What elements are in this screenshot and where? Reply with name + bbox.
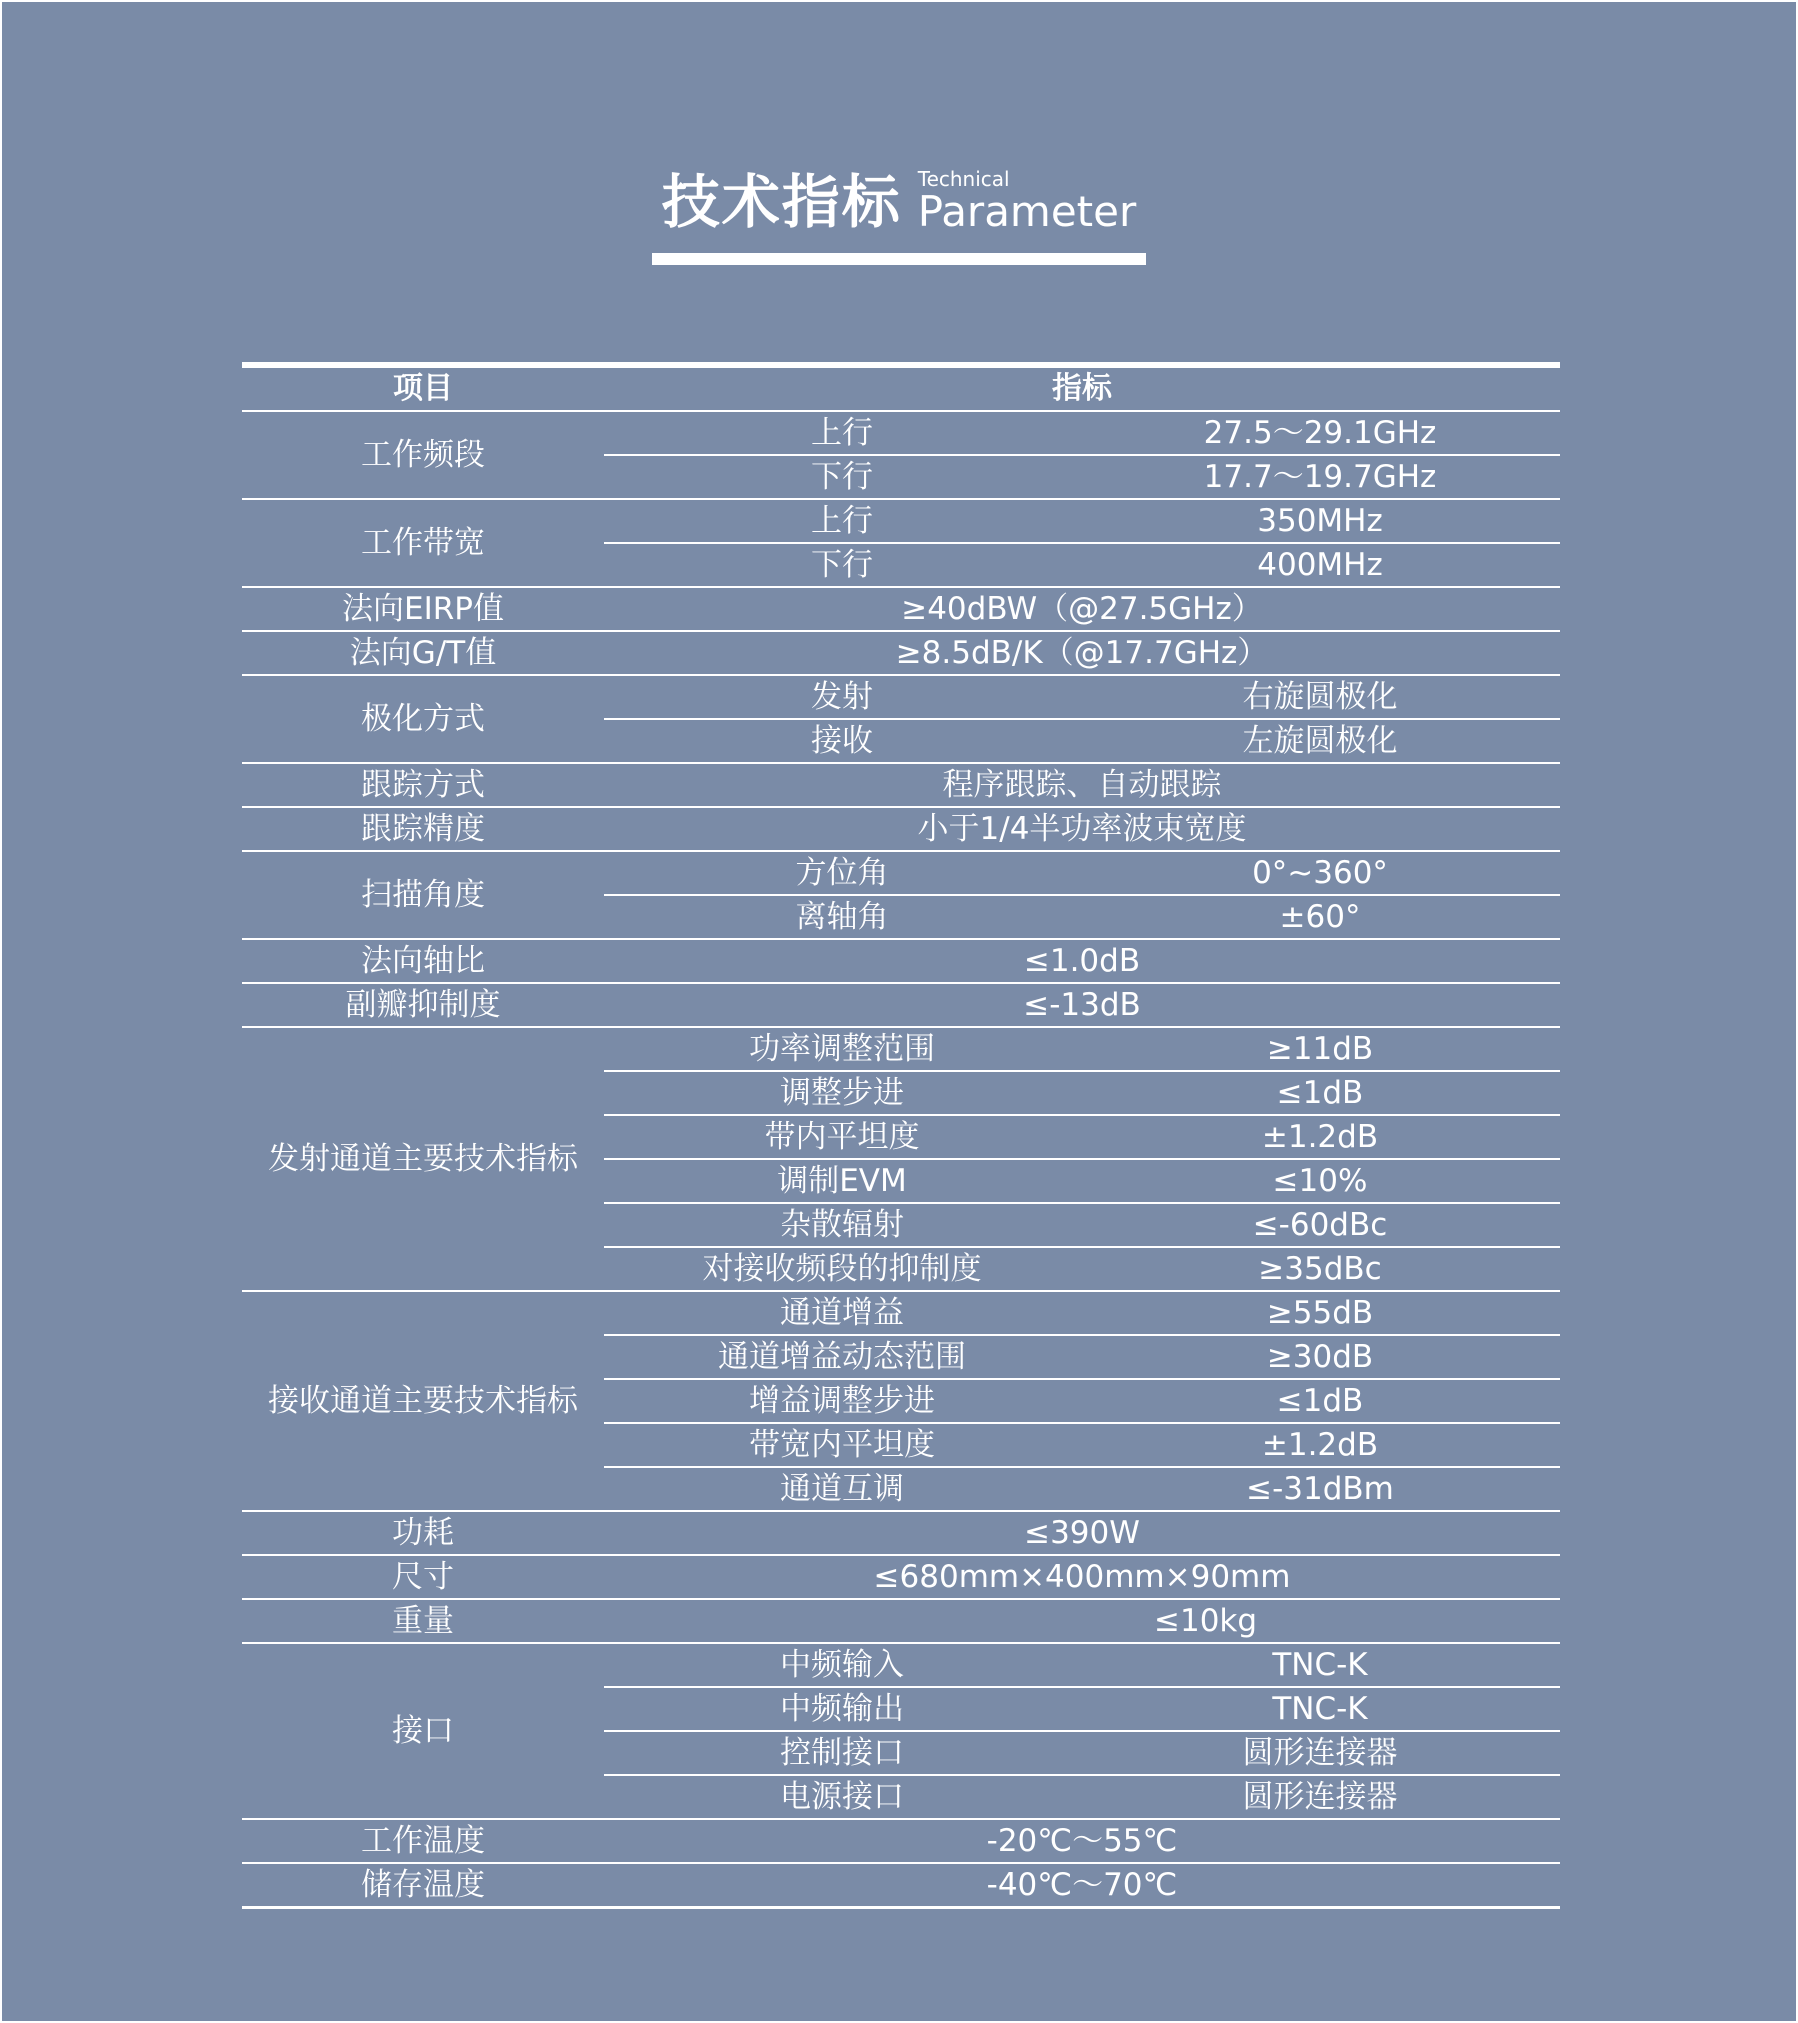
row-name: 工作温度 bbox=[242, 1819, 604, 1863]
row-name: 工作带宽 bbox=[242, 499, 604, 587]
row-name: 法向轴比 bbox=[242, 939, 604, 983]
row-name: 功耗 bbox=[242, 1511, 604, 1555]
table-row bbox=[242, 1555, 1560, 1599]
sub-value: ±1.2dB bbox=[1080, 1115, 1560, 1159]
title-underline bbox=[652, 253, 1147, 265]
row-name: 扫描角度 bbox=[242, 851, 604, 939]
sub-value: ≤10% bbox=[1080, 1159, 1560, 1203]
sub-value: ≥30dB bbox=[1080, 1335, 1560, 1379]
sub-label: 离轴角 bbox=[604, 895, 1080, 939]
table-row bbox=[242, 587, 1560, 631]
row-name: 发射通道主要技术指标 bbox=[242, 1027, 604, 1291]
sub-value: TNC-K bbox=[1080, 1687, 1560, 1731]
row-value: -40℃～70℃ bbox=[604, 1863, 1560, 1908]
row-value: ≤680mm×400mm×90mm bbox=[604, 1555, 1560, 1599]
sub-label: 中频输出 bbox=[604, 1687, 1080, 1731]
sub-label: 对接收频段的抑制度 bbox=[604, 1247, 1080, 1291]
sub-value: ≤-31dBm bbox=[1080, 1467, 1560, 1511]
row-name: 法向G/T值 bbox=[242, 631, 604, 675]
sub-value: 17.7～19.7GHz bbox=[1080, 455, 1560, 499]
table-row bbox=[242, 983, 1560, 1027]
row-name: 接收通道主要技术指标 bbox=[242, 1291, 604, 1511]
sub-label: 调整步进 bbox=[604, 1071, 1080, 1115]
table-row bbox=[242, 939, 1560, 983]
page-header bbox=[2, 167, 1796, 265]
row-value: -20℃～55℃ bbox=[604, 1819, 1560, 1863]
row-value: ≤390W bbox=[604, 1511, 1560, 1555]
parameter-table bbox=[242, 362, 1560, 1909]
sub-value: TNC-K bbox=[1080, 1643, 1560, 1687]
sub-label: 调制EVM bbox=[604, 1159, 1080, 1203]
page-title: 技术指标 bbox=[661, 168, 902, 236]
table-row bbox=[242, 1599, 1560, 1643]
table-row bbox=[242, 675, 1560, 719]
row-name: 跟踪精度 bbox=[242, 807, 604, 851]
sub-label: 接收 bbox=[604, 719, 1080, 763]
sub-value: ≤-60dBc bbox=[1080, 1203, 1560, 1247]
row-name: 工作频段 bbox=[242, 411, 604, 499]
sub-value: ±60° bbox=[1080, 895, 1560, 939]
table-row bbox=[242, 1863, 1560, 1908]
table-row bbox=[242, 1819, 1560, 1863]
sub-value: 27.5～29.1GHz bbox=[1080, 411, 1560, 455]
sub-label: 发射 bbox=[604, 675, 1080, 719]
table-row bbox=[242, 411, 1560, 455]
row-name: 跟踪方式 bbox=[242, 763, 604, 807]
sub-value: ≤1dB bbox=[1080, 1071, 1560, 1115]
sub-value: 350MHz bbox=[1080, 499, 1560, 543]
sub-value: 右旋圆极化 bbox=[1080, 675, 1560, 719]
title-en-small: Technical bbox=[917, 167, 1010, 191]
header-item: 项目 bbox=[242, 365, 604, 411]
table-row bbox=[242, 631, 1560, 675]
sub-label: 带宽内平坦度 bbox=[604, 1423, 1080, 1467]
row-name: 极化方式 bbox=[242, 675, 604, 763]
title-en-big: Parameter bbox=[917, 187, 1137, 236]
table-row bbox=[242, 1643, 1560, 1687]
sub-value: 400MHz bbox=[1080, 543, 1560, 587]
sub-label: 上行 bbox=[604, 411, 1080, 455]
row-name: 法向EIRP值 bbox=[242, 587, 604, 631]
table-header-row bbox=[242, 365, 1560, 411]
sub-value: ≥55dB bbox=[1080, 1291, 1560, 1335]
sub-value: 左旋圆极化 bbox=[1080, 719, 1560, 763]
sub-label: 控制接口 bbox=[604, 1731, 1080, 1775]
row-value: 小于1/4半功率波束宽度 bbox=[604, 807, 1560, 851]
row-name: 副瓣抑制度 bbox=[242, 983, 604, 1027]
sub-label: 中频输入 bbox=[604, 1643, 1080, 1687]
sub-value: 圆形连接器 bbox=[1080, 1731, 1560, 1775]
sub-label: 通道增益动态范围 bbox=[604, 1335, 1080, 1379]
sub-value: ≥35dBc bbox=[1080, 1247, 1560, 1291]
sub-label: 下行 bbox=[604, 543, 1080, 587]
row-value: ≤1.0dB bbox=[604, 939, 1560, 983]
row-value: ≥8.5dB/K（@17.7GHz） bbox=[604, 631, 1560, 675]
page-title-english bbox=[918, 169, 1137, 237]
sub-label: 带内平坦度 bbox=[604, 1115, 1080, 1159]
table-row bbox=[242, 763, 1560, 807]
sub-label: 电源接口 bbox=[604, 1775, 1080, 1819]
row-value: ≤10kg bbox=[604, 1599, 1560, 1643]
sub-value: 圆形连接器 bbox=[1080, 1775, 1560, 1819]
sub-label: 下行 bbox=[604, 455, 1080, 499]
sub-label: 通道互调 bbox=[604, 1467, 1080, 1511]
row-name: 重量 bbox=[242, 1599, 604, 1643]
sub-label: 杂散辐射 bbox=[604, 1203, 1080, 1247]
sub-label: 通道增益 bbox=[604, 1291, 1080, 1335]
row-name: 尺寸 bbox=[242, 1555, 604, 1599]
sub-value: ≤1dB bbox=[1080, 1379, 1560, 1423]
row-name: 储存温度 bbox=[242, 1863, 604, 1908]
row-value: 程序跟踪、自动跟踪 bbox=[604, 763, 1560, 807]
table-row bbox=[242, 851, 1560, 895]
header-spec: 指标 bbox=[604, 365, 1560, 411]
row-value: ≤-13dB bbox=[604, 983, 1560, 1027]
title-block bbox=[652, 167, 1147, 265]
table-row bbox=[242, 1511, 1560, 1555]
row-value: ≥40dBW（@27.5GHz） bbox=[604, 587, 1560, 631]
table-row bbox=[242, 1027, 1560, 1071]
background-panel bbox=[2, 2, 1796, 2021]
sub-value: ≥11dB bbox=[1080, 1027, 1560, 1071]
sub-value: ±1.2dB bbox=[1080, 1423, 1560, 1467]
sub-label: 增益调整步进 bbox=[604, 1379, 1080, 1423]
row-name: 接口 bbox=[242, 1643, 604, 1819]
sub-label: 方位角 bbox=[604, 851, 1080, 895]
sub-value: 0°~360° bbox=[1080, 851, 1560, 895]
sub-label: 上行 bbox=[604, 499, 1080, 543]
sub-label: 功率调整范围 bbox=[604, 1027, 1080, 1071]
table-row bbox=[242, 1291, 1560, 1335]
table-row bbox=[242, 499, 1560, 543]
table-row bbox=[242, 807, 1560, 851]
